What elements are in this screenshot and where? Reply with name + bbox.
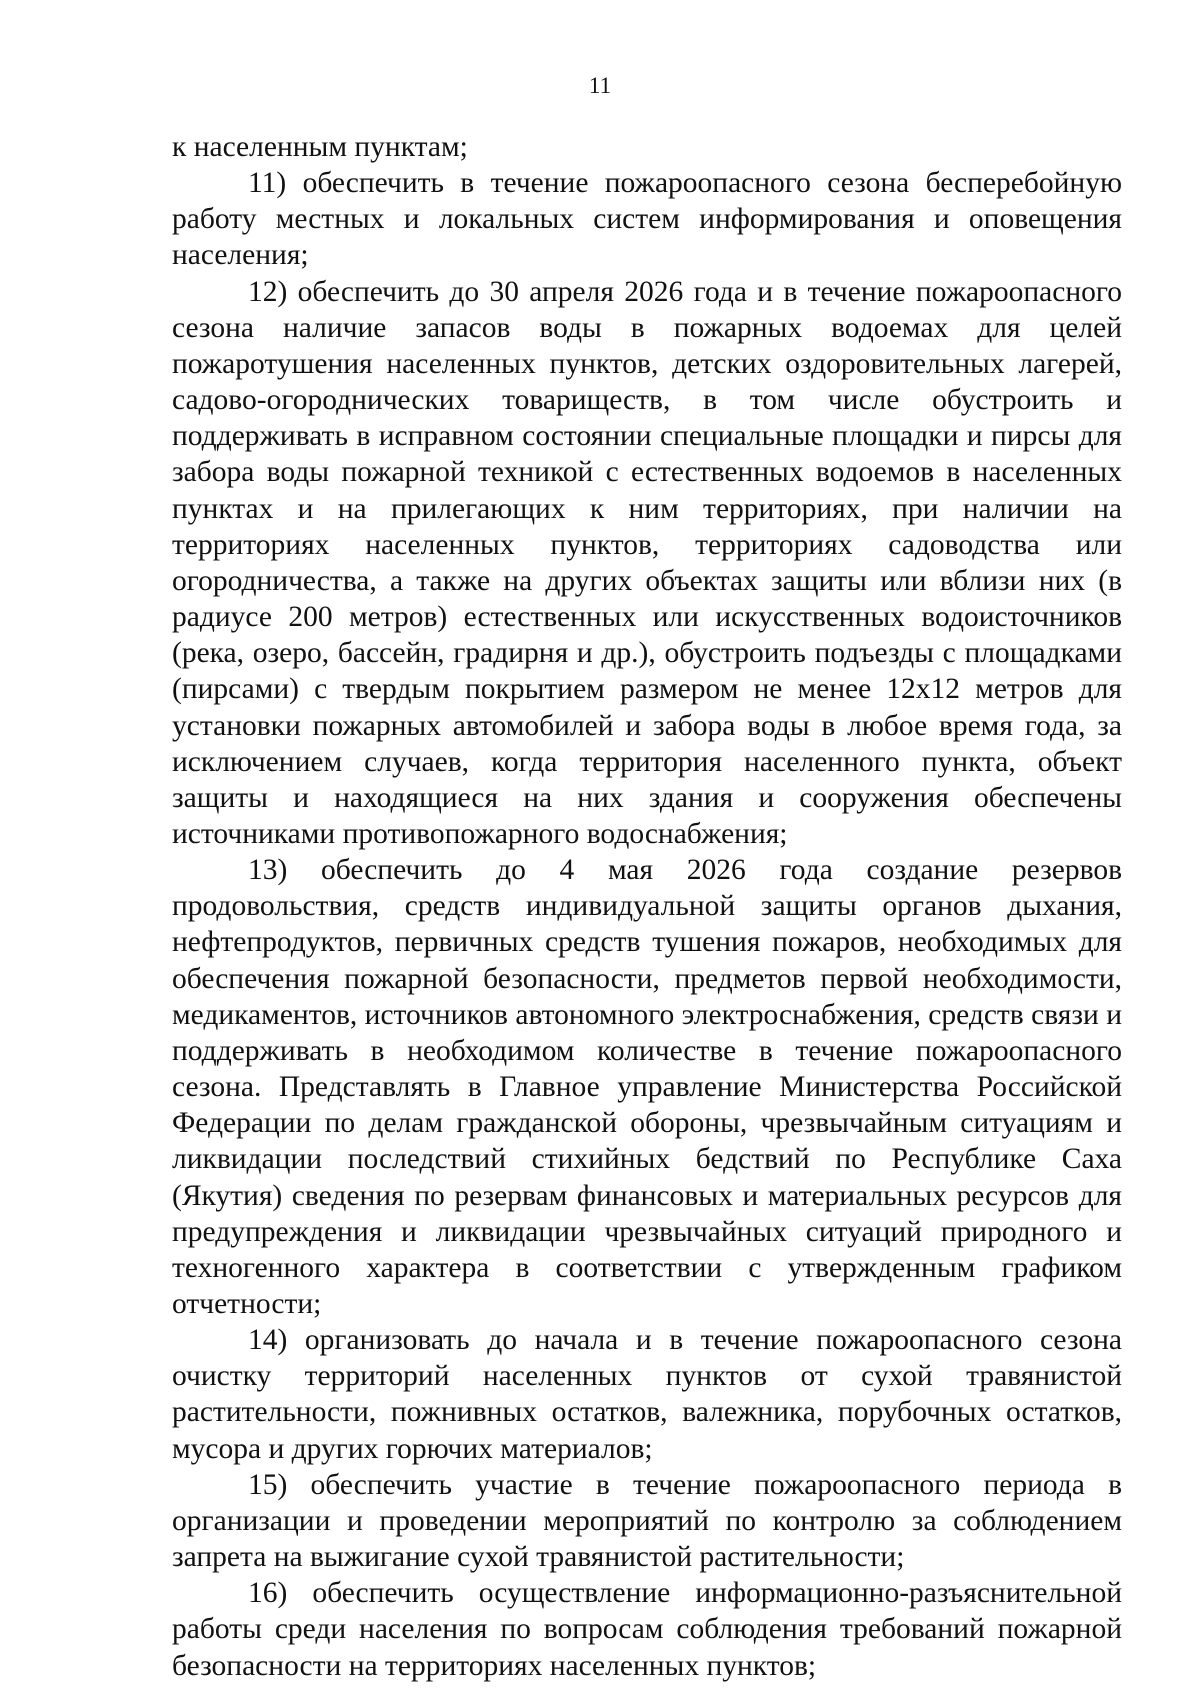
- paragraph-item-15: 15) обеспечить участие в течение пожароопасного периода в организации и проведении мероприятий по контролю за соблюдением запрета на выжигание сухой травянистой растительности;: [172, 1468, 1122, 1574]
- document-body: [172, 129, 1122, 1684]
- paragraph-item-12: 12) обеспечить до 30 апреля 2026 года и в течение пожароопасного сезона наличие запасов воды в пожарных водоемах для целей пожаротушения населенных пунктов, детских оздоровительных лагерей, садово-огороднических товариществ, в том числе обустроить и поддерживать в исправном состоянии специальные площадки и пирсы для забора воды пожарной техникой с естественных водоемов в населенных пунктах и на прилегающих к ним территориях, при наличии на территориях населенных пунктов, территориях садоводства или огородничества, а также на других объектах защиты или вблизи них (в радиусе 200 метров) естественных или искусственных водоисточников (река, озеро, бассейн, градирня и др.), обустроить подъезды с площадками (пирсами) с твердым покрытием размером не менее 12х12 метров для установки пожарных автомобилей и забора воды в любое время года, за исключением случаев, когда территория населенного пункта, объект защиты и находящиеся на них здания и сооружения обеспечены источниками противопожарного водоснабжения;: [172, 275, 1122, 850]
- paragraph-item-11: 11) обеспечить в течение пожароопасного сезона бесперебойную работу местных и локальных систем информирования и оповещения населения;: [172, 167, 1122, 272]
- paragraph-continuation: к населенным пунктам;: [172, 131, 468, 163]
- paragraph-item-16: 16) обеспечить осуществление информационно-разъяснительной работы среди населения по вопросам соблюдения требований пожарной безопасности на территориях населенных пунктов;: [172, 1577, 1122, 1682]
- paragraph-item-13: 13) обеспечить до 4 мая 2026 года создание резервов продовольствия, средств индивидуальной защиты органов дыхания, нефтепродуктов, первичных средств тушения пожаров, необходимых для обеспечения пожарной безопасности, предметов первой необходимости, медикаментов, источников автономного электроснабжения, средств связи и поддерживать в необходимом количестве в течение пожароопасного сезона. Представлять в Главное управление Министерства Российской Федерации по делам гражданской обороны, чрезвычайным ситуациям и ликвидации последствий стихийных бедствий по Республике Саха (Якутия) сведения по резервам финансовых и материальных ресурсов для предупреждения и ликвидации чрезвычайных ситуаций природного и техногенного характера в соответствии с утвержденным графиком отчетности;: [172, 854, 1122, 1320]
- paragraph-item-14: 14) организовать до начала и в течение пожароопасного сезона очистку территорий населенных пунктов от сухой травянистой растительности, пожнивных остатков, валежника, порубочных остатков, мусора и других горючих материалов;: [172, 1324, 1122, 1465]
- page-number: 11: [588, 73, 612, 98]
